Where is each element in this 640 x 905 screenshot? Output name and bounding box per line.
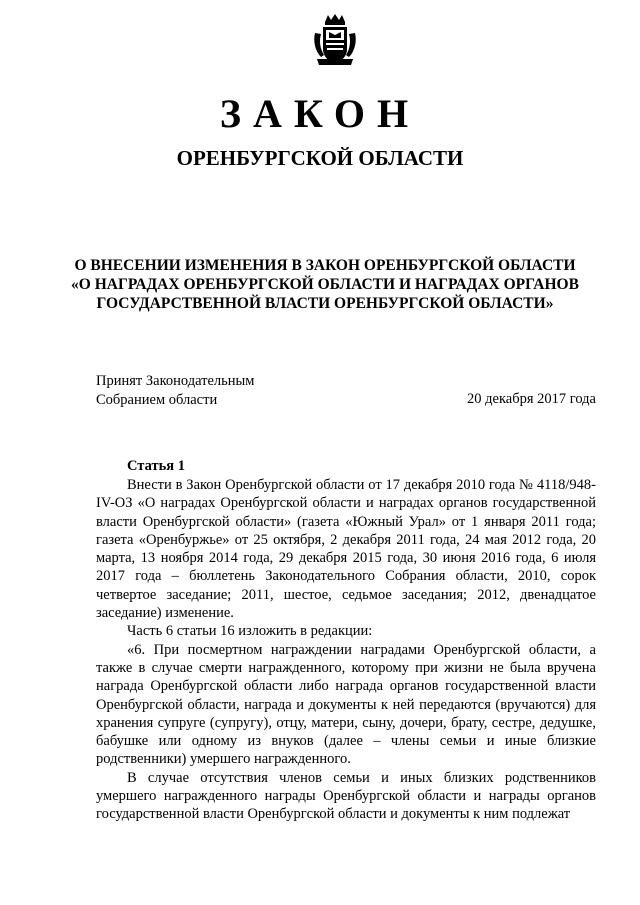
coat-of-arms-icon [313, 13, 357, 67]
subject-line: ГОСУДАРСТВЕННОЙ ВЛАСТИ ОРЕНБУРГСКОЙ ОБЛАСТИ» [96, 295, 554, 312]
paragraph: «6. При посмертном награждении наградами Оренбургской области, а также в случае смерти награжденного, которому при жизни не была вручена награда Оренбургской области либо награда органов государственной власти Оренбургской области, награда и документы к ней передаются (вручаются) для хранения супруге (супругу), отцу, матери, сыну, дочери, брату, сестре, дедушке, бабушке или одному из внуков (далее – члены семьи и иные близкие родственники) умершего награжденного. [96, 641, 596, 768]
paragraph: Внести в Закон Оренбургской области от 17 декабря 2010 года № 4118/948-IV-ОЗ «О наградах Оренбургской области и наградах органов государственной власти Оренбургской области» (газета «Южный Урал» от 1 января 2011 года; газета «Оренбуржье» от 25 октября, 2 декабря 2011 года, 24 мая 2012 года, 20 марта, 13 ноября 2014 года, 29 декабря 2015 года, 30 июня 2016 года, 6 июля 2017 года – бюллетень Законодательного Собрания области, 2010, сорок четвертое заседание; 2011, шестое, седьмое заседания; 2012, двенадцатое заседание) изменение. [96, 477, 596, 622]
adoption-line: Собранием области [96, 392, 218, 408]
paragraph: В случае отсутствия членов семьи и иных близких родственников умершего награжденного награды Оренбургской области и награды органов государственной власти Оренбургской области и документы к ним подлежат [96, 769, 596, 823]
adoption-date: 20 декабря 2017 года [467, 391, 596, 407]
region-title: ОРЕНБУРГСКОЙ ОБЛАСТИ [176, 146, 464, 170]
article-body [96, 476, 596, 824]
law-subject [60, 256, 590, 313]
article-heading: Статья 1 [127, 458, 185, 474]
subject-line: «О НАГРАДАХ ОРЕНБУРГСКОЙ ОБЛАСТИ И НАГРАДАХ ОРГАНОВ [71, 276, 579, 293]
adoption-note [96, 372, 254, 410]
subject-line: О ВНЕСЕНИИ ИЗМЕНЕНИЯ В ЗАКОН ОРЕНБУРГСКОЙ ОБЛАСТИ [74, 257, 576, 274]
document-title: ЗАКОН [219, 91, 421, 136]
paragraph: Часть 6 статьи 16 изложить в редакции: [127, 623, 373, 640]
adoption-line: Принят Законодательным [96, 373, 255, 389]
